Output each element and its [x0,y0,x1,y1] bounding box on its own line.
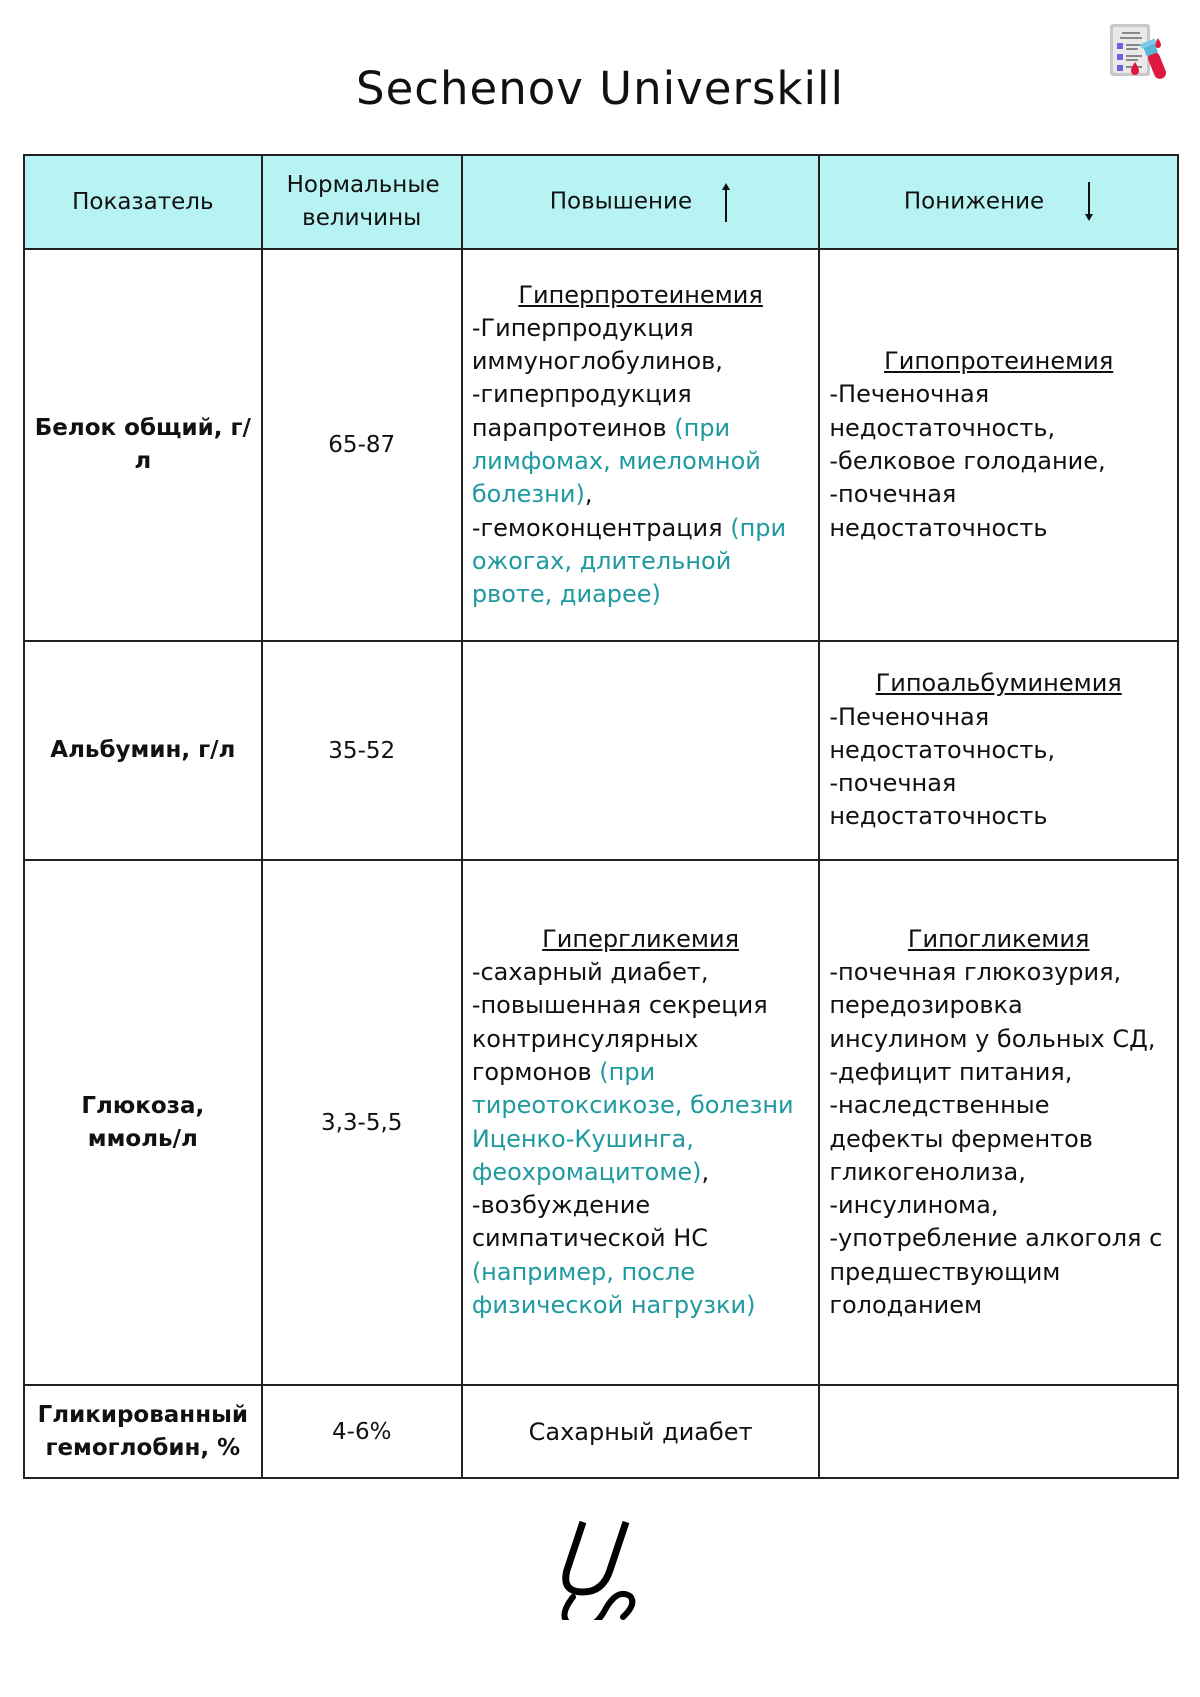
condition-heading: Гипопротеинемия [884,347,1114,376]
indicator-name: Гликированный гемоглобин, % [24,1385,262,1478]
column-header-label: Показатель [72,188,214,215]
condition-causes [829,378,1168,544]
cause-text: -дефицит питания, [829,1057,1073,1086]
cause-text: -белковое голодание, [829,447,1106,475]
normal-range: 3,3-5,5 [262,860,462,1385]
page-title: Sechenov Universkill [356,62,844,115]
normal-range: 35-52 [262,641,462,860]
cause-text: -гиперпродукция парапротеинов [471,380,692,442]
cause-text: , [701,1157,710,1186]
cause-text: -сахарный диабет, [471,958,709,987]
cause-text: , [584,480,593,509]
column-header-label: Нормальные величины [286,172,440,231]
column-header-indicator [24,155,262,249]
cause-text: -почечная недостаточность [829,480,1048,542]
cause-text: -инсулинома, [829,1191,999,1220]
normal-range: 4-6% [262,1385,462,1478]
cause-text: -почечная недостаточность [829,769,1048,831]
table-row [24,1385,1178,1478]
decrease-cell [819,249,1178,641]
increase-cell [462,860,820,1385]
indicator-name: Глюкоза, ммоль/л [24,860,262,1385]
cause-note: (при ожогах, длительной рвоте, диарее) [471,513,787,609]
table-header-row [24,155,1178,249]
cause-text: -гемоконцентрация [471,513,731,542]
increase-cell: Сахарный диабет [462,1385,820,1478]
column-header-normal-values [262,155,462,249]
cause-text: -возбуждение симпатической НС [471,1191,709,1253]
condition-heading: Гиперпротеинемия [518,280,763,309]
cause-text: -наследственные дефекты ферментов гликогенолиза, [829,1091,1093,1186]
cause-note: (при тиреотоксикозе, болезни Иценко-Кушинга, феохромацитоме) [471,1057,794,1186]
normal-range: 65-87 [262,249,462,641]
cause-text: -почечная глюкозурия, передозировка инсулином у больных СД, [829,958,1156,1053]
cause-note: (при лимфомах, миеломной болезни) [471,413,761,509]
indicator-name: Альбумин, г/л [24,641,262,860]
indicator-name: Белок общий, г/л [24,249,262,641]
column-header-label: Повышение [549,188,693,215]
decrease-cell [819,860,1178,1385]
increase-cell [462,641,820,860]
cause-text: -Печеночная недостаточность, [829,380,1056,442]
cause-text: -употребление алкоголя с предшествующим голоданием [829,1224,1163,1319]
biochemistry-table [23,154,1179,1479]
condition-heading: Гипогликемия [907,924,1090,953]
decrease-cell [819,1385,1178,1478]
column-header-increase [462,155,820,249]
condition-causes [472,312,810,612]
cause-note: (например, после физической нагрузки) [471,1257,756,1319]
arrow-down-icon [1084,182,1094,222]
condition-causes [472,956,810,1322]
condition-heading: Гипоальбуминемия [875,669,1122,698]
condition-causes [829,701,1168,834]
table-row [24,249,1178,641]
condition-causes [829,956,1168,1322]
column-header-label: Понижение [903,188,1045,215]
arrow-up-icon [721,182,731,222]
cause-text: -повышенная секреция контринсулярных гормонов [471,991,768,1086]
cause-text: -Печеночная недостаточность, [829,702,1056,764]
condition-heading: Гипергликемия [542,924,740,953]
decrease-cell [819,641,1178,860]
column-header-decrease [819,155,1178,249]
universkill-logo [545,1500,645,1620]
table-row [24,641,1178,860]
increase-cell [462,249,820,641]
table-row [24,860,1178,1385]
cause-text: -Гиперпродукция иммуноглобулинов, [471,313,723,376]
